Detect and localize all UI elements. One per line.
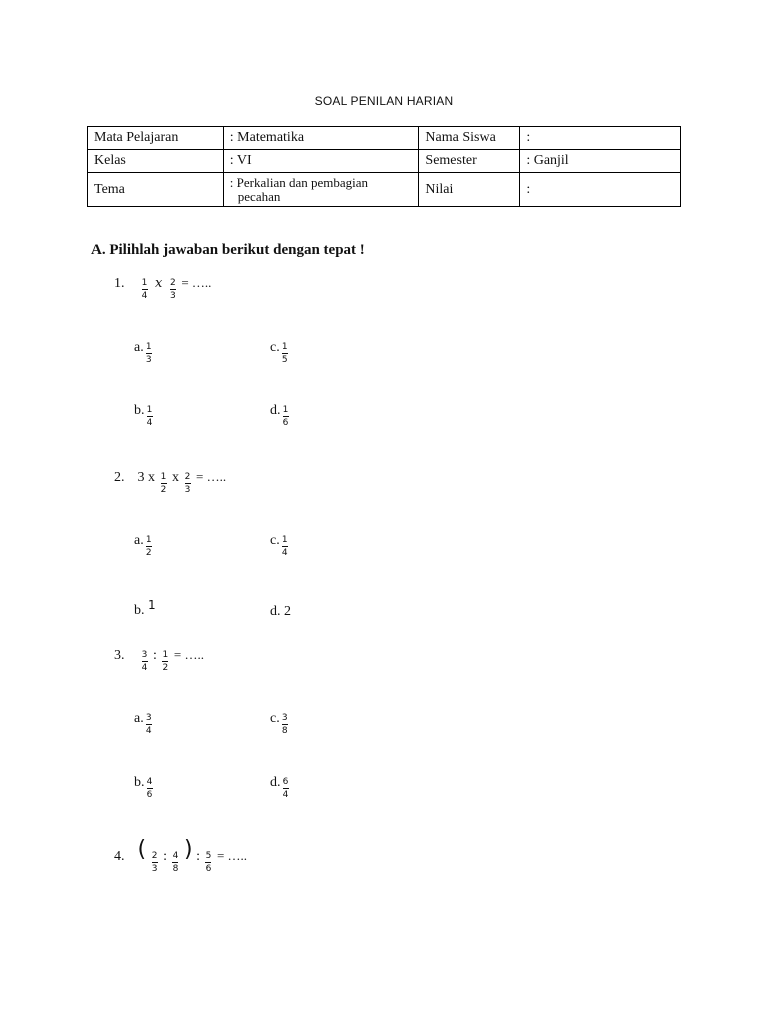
option-2c xyxy=(270,533,290,558)
expression-tail: = ….. xyxy=(216,848,248,863)
operator: : xyxy=(153,648,157,663)
fraction xyxy=(185,472,191,495)
section-heading: A. Pilihlah jawaban berikut dengan tepat ! xyxy=(91,242,365,258)
fraction xyxy=(282,342,288,365)
option-label: b. xyxy=(134,775,145,790)
fraction xyxy=(283,405,289,428)
option-label: d. xyxy=(270,775,281,790)
option-3b xyxy=(134,775,155,800)
numerator: 1 xyxy=(145,535,152,545)
numerator: 2 xyxy=(151,851,158,861)
expression-tail: = ….. xyxy=(196,469,227,484)
open-parenthesis: ( xyxy=(137,837,147,862)
label-score: Nilai xyxy=(419,173,520,207)
option-label: c. xyxy=(270,533,280,548)
numerator: 3 xyxy=(281,713,288,723)
label-student-name: Nama Siswa xyxy=(419,127,520,150)
option-1d xyxy=(270,403,291,428)
numerator: 2 xyxy=(184,472,191,482)
expression-lead: 3 x xyxy=(137,470,155,485)
denominator: 2 xyxy=(162,663,169,673)
numerator: 1 xyxy=(281,342,288,352)
fraction xyxy=(172,851,178,874)
value-theme xyxy=(223,173,419,207)
value-semester: : Ganjil xyxy=(520,150,681,173)
option-label: a. xyxy=(134,340,144,355)
fraction xyxy=(152,851,158,874)
denominator: 2 xyxy=(145,548,152,558)
option-value: 1 xyxy=(148,598,156,612)
value-subject: : Matematika xyxy=(223,127,419,150)
numerator: 1 xyxy=(282,405,289,415)
numerator: 1 xyxy=(146,405,153,415)
fraction xyxy=(146,535,152,558)
denominator: 8 xyxy=(281,726,288,736)
option-label: b. xyxy=(134,403,145,418)
operator: : xyxy=(196,849,200,864)
numerator: 4 xyxy=(172,851,179,861)
fraction xyxy=(161,472,167,495)
numerator: 1 xyxy=(145,342,152,352)
numerator: 3 xyxy=(141,650,148,660)
option-label: a. xyxy=(134,711,144,726)
denominator: 6 xyxy=(282,418,289,428)
option-3a xyxy=(134,711,154,736)
question-number: 3. xyxy=(114,648,125,663)
denominator: 6 xyxy=(205,864,212,874)
numerator: 1 xyxy=(281,535,288,545)
numerator: 1 xyxy=(160,472,167,482)
value-class: : VI xyxy=(223,150,419,173)
expression-tail: = ….. xyxy=(181,275,212,290)
question-3 xyxy=(114,647,204,673)
label-subject: Mata Pelajaran xyxy=(88,127,224,150)
denominator: 4 xyxy=(146,418,153,428)
denominator: 4 xyxy=(145,726,152,736)
value-theme-line2: pecahan xyxy=(237,188,281,204)
option-2b xyxy=(134,598,156,619)
operator: x xyxy=(172,470,179,485)
expression-tail: = ….. xyxy=(173,647,204,662)
fraction xyxy=(146,342,152,365)
value-theme-line1: : Perkalian dan pembagian xyxy=(229,174,369,190)
fraction xyxy=(170,278,176,301)
question-number: 1. xyxy=(114,276,125,291)
numerator: 6 xyxy=(282,777,289,787)
denominator: 3 xyxy=(169,291,176,301)
fraction xyxy=(162,650,168,673)
question-4 xyxy=(114,837,248,874)
label-semester: Semester xyxy=(419,150,520,173)
denominator: 4 xyxy=(282,790,289,800)
fraction xyxy=(205,851,211,874)
fraction xyxy=(283,777,289,800)
table-row xyxy=(88,150,681,173)
denominator: 6 xyxy=(146,790,153,800)
table-row xyxy=(88,127,681,150)
label-class: Kelas xyxy=(88,150,224,173)
denominator: 5 xyxy=(281,355,288,365)
operator: : xyxy=(163,849,167,864)
value-score: : xyxy=(520,173,681,207)
label-theme: Tema xyxy=(88,173,224,207)
option-label: d. xyxy=(270,403,281,418)
option-label: c. xyxy=(270,711,280,726)
denominator: 4 xyxy=(281,548,288,558)
fraction xyxy=(142,650,148,673)
option-1c xyxy=(270,340,290,365)
option-label: a. xyxy=(134,533,144,548)
option-1a xyxy=(134,340,154,365)
denominator: 3 xyxy=(151,864,158,874)
option-2d: d. 2 xyxy=(270,604,291,619)
value-student-name: : xyxy=(520,127,681,150)
table-row xyxy=(88,173,681,207)
question-1 xyxy=(114,275,211,301)
numerator: 2 xyxy=(169,278,176,288)
fraction xyxy=(146,713,152,736)
numerator: 3 xyxy=(145,713,152,723)
option-1b xyxy=(134,403,155,428)
numerator: 4 xyxy=(146,777,153,787)
numerator: 5 xyxy=(205,851,212,861)
fraction xyxy=(282,535,288,558)
denominator: 2 xyxy=(160,485,167,495)
denominator: 4 xyxy=(141,663,148,673)
denominator: 3 xyxy=(184,485,191,495)
option-label: b. xyxy=(134,603,145,618)
fraction xyxy=(282,713,288,736)
fraction xyxy=(142,278,148,301)
question-number: 2. xyxy=(114,470,125,485)
numerator: 1 xyxy=(162,650,169,660)
option-2a xyxy=(134,533,154,558)
option-3d xyxy=(270,775,291,800)
denominator: 8 xyxy=(172,864,179,874)
numerator: 1 xyxy=(141,278,148,288)
question-number: 4. xyxy=(114,849,125,864)
denominator: 3 xyxy=(145,355,152,365)
page-title: SOAL PENILAN HARIAN xyxy=(314,94,454,108)
fraction xyxy=(147,777,153,800)
denominator: 4 xyxy=(141,291,148,301)
question-2 xyxy=(114,469,226,495)
option-label: c. xyxy=(270,340,280,355)
close-parenthesis: ) xyxy=(183,837,193,862)
operator: x xyxy=(155,276,163,291)
fraction xyxy=(147,405,153,428)
student-info-table xyxy=(87,126,681,207)
option-3c xyxy=(270,711,290,736)
